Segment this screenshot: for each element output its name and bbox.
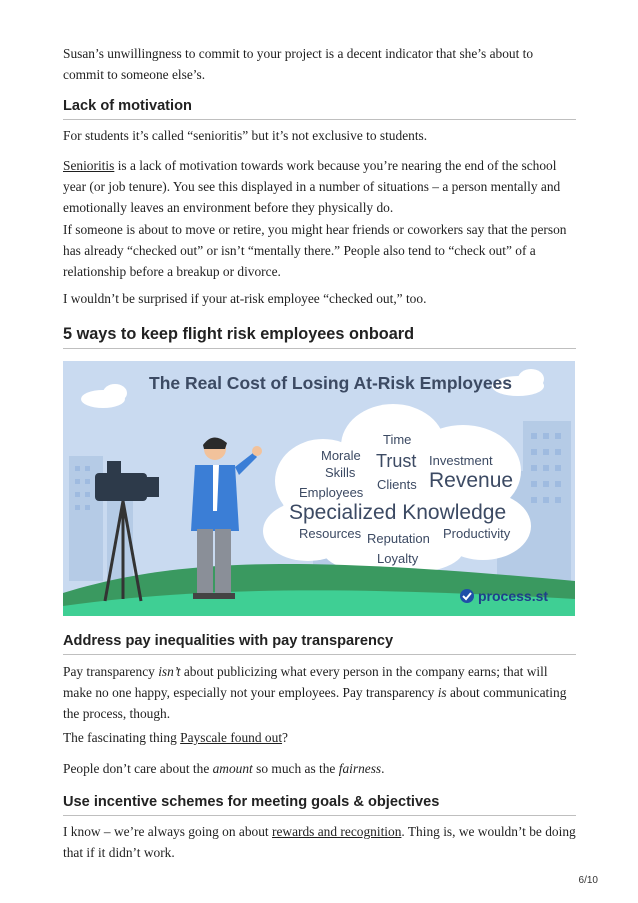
paragraph-pay (63, 661, 576, 724)
payscale-text-a: The fascinating thing (63, 730, 181, 745)
infographic-real-cost (63, 361, 575, 616)
amount-text-c: . (381, 761, 385, 776)
paragraph-payscale (63, 727, 576, 748)
heading-rule (63, 119, 576, 120)
word-time: Time (383, 432, 412, 447)
amount-emphasis: amount (212, 761, 253, 776)
word-resources: Resources (299, 526, 362, 541)
paragraph-seniors: For students it’s called “senioritis” but it’s not exclusive to students. (63, 128, 428, 143)
brand-wordmark: process.st (478, 588, 549, 604)
word-morale: Morale (321, 448, 361, 463)
rewards-recognition-link[interactable]: rewards and recognition (272, 824, 402, 839)
word-revenue: Revenue (429, 469, 514, 492)
pay-emphasis-is: is (437, 685, 447, 700)
word-reputation: Reputation (367, 531, 430, 546)
incentive-text-a: I know – we’re always going on about (63, 824, 272, 839)
paragraph-senioritis (63, 155, 576, 218)
incentive-text-b: . Thing is, we wouldn’t be doing that if it didn’t work. (63, 824, 576, 860)
paragraph-surprised: I wouldn’t be surprised if your at-risk employee “checked out,” too. (63, 291, 427, 306)
payscale-text-b: ? (282, 730, 288, 745)
pay-text-c: about communicating the process, though. (63, 685, 567, 721)
paragraph-incentive (63, 821, 576, 863)
process-street-logo (460, 589, 474, 603)
word-clients: Clients (377, 477, 417, 492)
page-number: 6/10 (578, 875, 598, 886)
fairness-emphasis: fairness (338, 761, 382, 776)
senioritis-link[interactable]: Senioritis (63, 158, 115, 173)
word-skills: Skills (325, 465, 356, 480)
amount-text-b: so much as the (252, 761, 339, 776)
paragraph-amount (63, 758, 576, 779)
amount-text-a: People don’t care about the (63, 761, 213, 776)
paragraph-retire: If someone is about to move or retire, you might hear friends or coworkers say that the person has already “checked out” or isn’t “mentally there.” People also tend to “check out” of a relationship before a breakup or divorce. (63, 222, 567, 279)
heading-rule (63, 654, 576, 655)
paragraph-susan: Susan’s unwillingness to commit to your project is a decent indicator that she’s about to commit to someone else’s. (63, 46, 534, 82)
payscale-link[interactable]: Payscale found out (180, 730, 283, 745)
heading-rule (63, 815, 576, 816)
word-loyalty: Loyalty (377, 551, 419, 566)
heading-incentive-schemes: Use incentive schemes for meeting goals & objectives (63, 794, 440, 810)
heading-rule (63, 348, 576, 349)
pay-text-b: about publicizing what every person in the company earns; that will make no one happy, especially not your employees. Pay transparency (63, 664, 548, 700)
heading-pay-transparency: Address pay inequalities with pay transparency (63, 633, 394, 649)
word-investment: Investment (429, 453, 493, 468)
word-productivity: Productivity (443, 526, 511, 541)
infographic-title: The Real Cost of Losing At-Risk Employees (149, 373, 513, 393)
word-trust: Trust (376, 451, 417, 471)
heading-lack-of-motivation: Lack of motivation (63, 98, 192, 114)
pay-text-a: Pay transparency (63, 664, 159, 679)
word-employees: Employees (299, 485, 364, 500)
word-specialized-knowledge: Specialized Knowledge (289, 501, 507, 524)
heading-five-ways: 5 ways to keep flight risk employees onboard (63, 325, 415, 343)
pay-emphasis-isnt: isn’t (158, 664, 181, 679)
senioritis-text: is a lack of motivation towards work because you’re nearing the end of the school year (or job tenure). You see this displayed in a number of situations – a person mentally and emotionally leaves an environment before they physically do. (63, 158, 561, 215)
